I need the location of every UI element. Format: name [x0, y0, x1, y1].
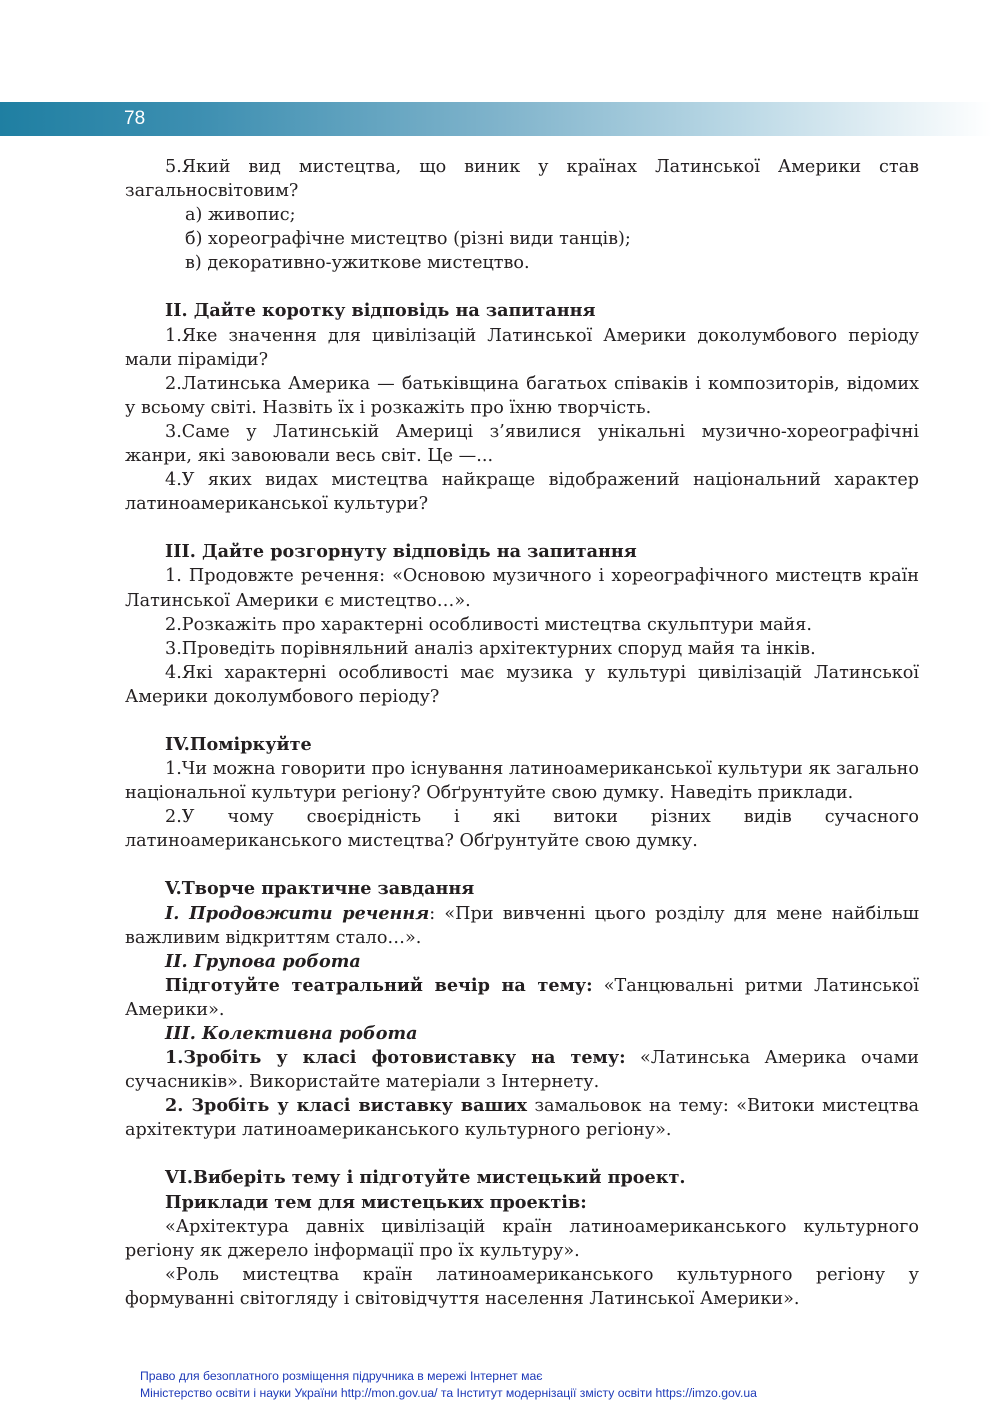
section-5-heading: V.Творче практичне завдання [165, 878, 475, 900]
task-2-text: «Танцювальні ритми Латинської Америки». [125, 975, 920, 1020]
section-4-heading: ІV.Поміркуйте [165, 733, 312, 755]
section-2-item: 3.Саме у Латинській Америці з’явилися унікальні музично-хореографічні жанри, які завоювали весь світ. Це —... [125, 421, 919, 467]
task-2 [125, 974, 919, 1022]
section-3-item: 2.Розкажіть про характерні особливості мистецтва скульптури майя. [165, 614, 812, 635]
section-4-item: 2.У чому своєрідність і які витоки різних видів сучасного латиноамериканського мистецтва? Обґрунтуйте свою думку. [125, 807, 919, 852]
task-3-label: ІІІ. Колективна робота [165, 1023, 418, 1044]
section-2-item: 1.Яке значення для цивілізацій Латинської Америки доколумбового періоду мали піраміди? [125, 325, 919, 370]
task-3-item-2-text: замальовок на тему: «Витоки мистецтва архітектури латиноамериканського культурного регіону». [125, 1096, 919, 1141]
task-2-bold: Підготуйте театральний вечір на тему: [165, 974, 593, 996]
page-header-band [0, 102, 992, 136]
footer-line-1: Право для безоплатного розміщення підручника в мережі Інтернет має [140, 1369, 543, 1383]
task-3-item-2 [125, 1094, 919, 1142]
section-3-heading: ІІІ. Дайте розгорнуту відповідь на запитання [165, 541, 637, 563]
option-c: в) декоративно-ужиткове мистецтво. [185, 253, 530, 274]
task-1 [125, 902, 919, 950]
task-3-item-1-text: «Латинська Америка очами сучасників». Використайте матеріали з Інтернету. [125, 1048, 919, 1093]
footer-line-2: Міністерство освіти і науки України http://mon.gov.ua/ та Інститут модернізації змісту освіти https://imzo.gov.ua [140, 1386, 757, 1400]
option-b: б) хореографічне мистецтво (різні види танців); [185, 229, 631, 250]
section-2-item: 4.У яких видах мистецтва найкраще відображений національний характер латиноамериканської культури? [125, 470, 919, 515]
task-3-item-1-bold: 1.Зробіть у класі фотовиставку на тему: [165, 1047, 626, 1069]
section-3-item: 3.Проведіть порівняльний аналіз архітектурних споруд майя та інків. [165, 638, 816, 659]
project-topic: «Архітектура давніх цивілізацій країн латиноамериканського культурного регіону як джерело інформації про їх культуру». [125, 1216, 919, 1261]
question-5: 5.Який вид мистецтва, що виник у країнах Латинської Америки став загальносвітовим? [125, 157, 919, 202]
task-1-label: І. Продовжити речення [165, 902, 430, 924]
page-number: 78 [124, 108, 146, 129]
copyright-footer [140, 1368, 757, 1402]
task-3-item-1 [125, 1046, 919, 1094]
task-1-text: : «При вивченні цього розділу для мене найбільш важливим відкриттям стало…». [125, 903, 919, 948]
section-2-item: 2.Латинська Америка — батьківщина багатьох співаків і композиторів, відомих у всьому світі. Назвіть їх і розкажіть про їхню творчість. [125, 373, 919, 418]
option-a: а) живопис; [185, 205, 296, 226]
section-3-item: 4.Які характерні особливості має музика у культурі цивілізацій Латинської Америки доколумбового періоду? [125, 662, 919, 707]
section-2-heading: ІІ. Дайте коротку відповідь на запитання [165, 300, 596, 322]
page-content [125, 155, 919, 1311]
section-4-item: 1.Чи можна говорити про існування латиноамериканської культури як загально національної культури регіону? Обґрунтуйте свою думку. Наведіть приклади. [125, 759, 919, 804]
section-6-heading: VІ.Виберіть тему і підготуйте мистецький проект. [165, 1167, 686, 1189]
project-topic: «Роль мистецтва країн латиноамериканського культурного регіону у формуванні світогляду і світовідчуття населення Латинської Америки». [125, 1264, 919, 1309]
task-3-item-2-bold: 2. Зробіть у класі виставку ваших [165, 1095, 527, 1117]
task-2-label: ІІ. Групова робота [165, 950, 361, 972]
section-6-subheading: Приклади тем для мистецьких проектів: [165, 1191, 587, 1213]
section-3-item: 1. Продовжте речення: «Основою музичного і хореографічного мистецтв країн Латинської Америки є мистецтво…». [125, 566, 919, 611]
